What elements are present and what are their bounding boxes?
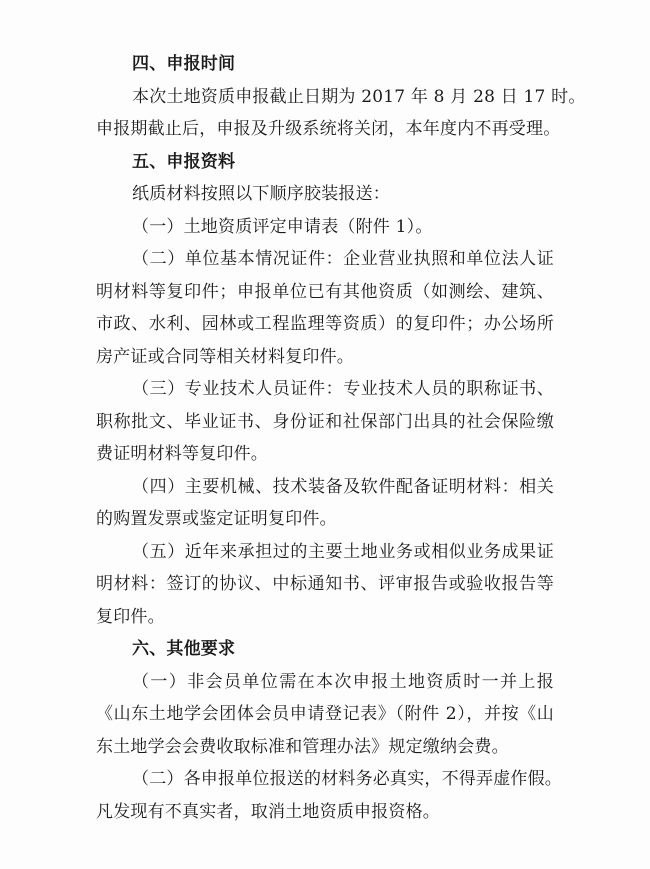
list-item-line: （四）主要机械、技术装备及软件配备证明材料：相关 [132, 476, 554, 497]
list-item-line: 复印件。 [96, 606, 165, 627]
list-item-line: 凡发现有不真实者，取消土地资质申报资格。 [96, 801, 440, 822]
list-item-line: （二）单位基本情况证件：企业营业执照和单位法人证 [132, 249, 554, 269]
list-item-line: 的购置发票或鉴定证明复印件。 [96, 509, 337, 529]
list-item-line: 费证明材料等复印件。 [96, 444, 268, 464]
section-heading-submission-time: 四、申报时间 [132, 54, 236, 74]
list-item-line: （三）专业技术人员证件：专业技术人员的职称证书、 [132, 379, 554, 399]
paragraph-line: 本次土地资质申报截止日期为 2017 年 8 月 28 日 17 时。 [132, 86, 586, 107]
list-item-line: （五）近年来承担过的主要土地业务或相似业务成果证 [132, 541, 554, 562]
list-item-line: （二）各申报单位报送的材料务必真实，不得弄虚作假。 [132, 769, 562, 789]
section-heading-submission-materials: 五、申报资料 [132, 151, 236, 172]
list-item-line: 明材料等复印件；申报单位已有其他资质（如测绘、建筑、 [96, 281, 554, 302]
section-heading-other-requirements: 六、其他要求 [132, 639, 236, 659]
paragraph-line: 申报期截止后，申报及升级系统将关闭，本年度内不再受理。 [96, 119, 561, 139]
list-item-line: 市政、水利、园林或工程监理等资质）的复印件；办公场所 [96, 314, 554, 334]
list-item-line: （一）土地资质评定申请表（附件 1）。 [132, 216, 433, 237]
list-item-line: 明材料：签订的协议、中标通知书、评审报告或验收报告等 [96, 574, 554, 594]
document-body [96, 48, 586, 828]
list-item-line: 职称批文、毕业证书、身份证和社保部门出具的社会保险缴 [96, 411, 554, 432]
list-item-line: 房产证或合同等相关材料复印件。 [96, 346, 354, 367]
list-item-line: 《山东土地学会团体会员申请登记表》（附件 2），并按《山 [96, 704, 554, 724]
list-item-line: 东土地学会会费收取标准和管理办法》规定缴纳会费。 [96, 736, 509, 757]
list-item-line: （一）非会员单位需在本次申报土地资质时一并上报 [132, 671, 554, 692]
paragraph-line: 纸质材料按照以下顺序胶装报送： [132, 184, 390, 204]
